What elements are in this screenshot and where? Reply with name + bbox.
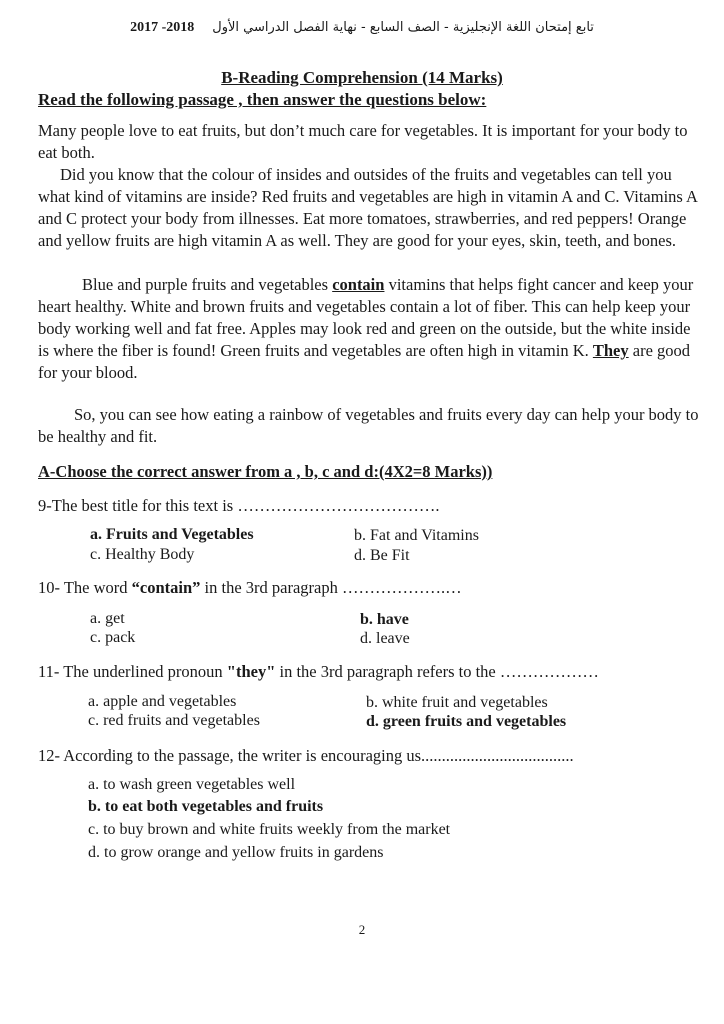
paragraph-3-part-a: Blue and purple fruits and vegetables [82, 275, 333, 294]
word-they: They [592, 341, 629, 360]
question-12-stem: 12- According to the passage, the writer is encouraging us..................................... [38, 746, 574, 765]
paragraph-3-part-c: are good for your blood. [38, 341, 691, 382]
instruction: Read the following passage , then answer the questions below: [38, 90, 487, 109]
question-11-stem-pre: 11- The underlined pronoun [38, 662, 227, 681]
passage-paragraph-3 [38, 274, 700, 384]
question-10-stem [38, 578, 462, 598]
paragraph-3-part-b: vitamins that helps fight cancer and keep your heart healthy. White and brown fruits and vegetables contain a lot of fiber. This can help keep your body working well and fat free. Apples may look red and green on the outside, but the white inside is where the fiber is found! Green fruits and vegetables are often high in vitamin K. [38, 275, 694, 360]
question-11-stem-post: in the 3rd paragraph refers to the ……………… [275, 662, 599, 681]
question-10-option-c: c. pack [90, 629, 136, 646]
exam-header [0, 20, 724, 36]
question-11-option-a: a. apple and vegetables [88, 693, 237, 710]
question-12-option-d: d. to grow orange and yellow fruits in gardens [88, 844, 384, 861]
question-10-option-a: a. get [90, 610, 125, 627]
passage-paragraph-2: Did you know that the colour of insides and outsides of the fruits and vegetables can tell you what kind of vitamins are inside? Red fruits and vegetables are high in vitamin A and C. Vitamins A and C protect your body from illnesses. Eat more tomatoes, strawberries, and red peppers! Orange and yellow fruits are high vitamin A as well. They are good for your eyes, skin, teeth, and bones. [38, 165, 698, 250]
question-9-option-c: c. Healthy Body [90, 546, 195, 563]
question-9-option-d: d. Be Fit [354, 547, 410, 564]
word-contain: contain [332, 275, 385, 294]
question-11-stem-word: "they" [226, 662, 276, 681]
question-10-stem-word: “contain” [131, 578, 201, 597]
question-12-option-b: b. to eat both vegetables and fruits [88, 798, 324, 815]
question-9-option-a: a. Fruits and Vegetables [90, 526, 254, 543]
section-a-title: A-Choose the correct answer from a , b, c and d:(4X2=8 Marks)) [38, 462, 493, 481]
question-11-stem [38, 662, 599, 682]
question-11-option-d: d. green fruits and vegetables [366, 713, 567, 730]
passage-paragraph-1: Many people love to eat fruits, but don’t much care for vegetables. It is important for your body to eat both. [38, 121, 688, 162]
question-9-stem: 9-The best title for this text is ………………………………. [38, 496, 440, 515]
question-10-stem-pre: 10- The word [38, 578, 132, 597]
question-10-option-b: b. have [360, 611, 409, 628]
page-number: 2 [358, 922, 366, 937]
question-11-option-b: b. white fruit and vegetables [366, 694, 548, 711]
header-arabic-title: تابع إمتحان اللغة الإنجليزية - الصف السابع - نهاية الفصل الدراسي الأول [212, 20, 594, 35]
question-9-option-b: b. Fat and Vitamins [354, 527, 479, 544]
section-title: B-Reading Comprehension (14 Marks) [221, 68, 503, 87]
question-12-option-c: c. to buy brown and white fruits weekly from the market [88, 821, 451, 838]
question-10-option-d: d. leave [360, 630, 410, 647]
question-11-option-c: c. red fruits and vegetables [88, 712, 260, 729]
question-12-option-a: a. to wash green vegetables well [88, 776, 296, 793]
question-10-stem-post: in the 3rd paragraph ……………….… [200, 578, 462, 597]
header-years: 2017 -2018 [130, 20, 195, 35]
passage-paragraph-4: So, you can see how eating a rainbow of vegetables and fruits every day can help your body to be healthy and fit. [38, 405, 699, 446]
